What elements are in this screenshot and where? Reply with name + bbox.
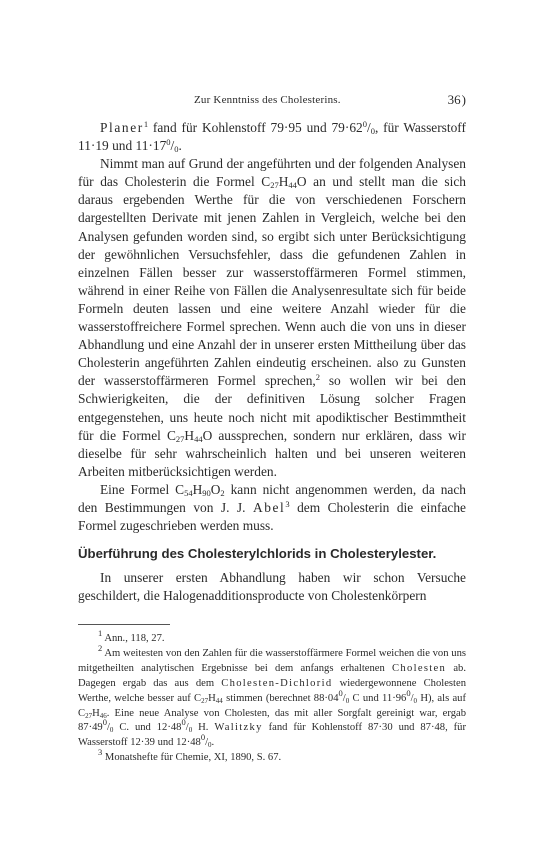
text-run: C. und 12·48 bbox=[113, 722, 182, 734]
text-run: . bbox=[211, 737, 215, 749]
percent-sub: 0 bbox=[370, 126, 375, 136]
percent-sup: 0 bbox=[406, 687, 411, 698]
text-run: Am weitesten von den Zahlen für die wasserstoffärmere Formel weichen die von uns mitgetheilten analytischen Ergebnisse bei dem anfangs erhaltenen bbox=[78, 647, 466, 674]
subscript: 44 bbox=[215, 696, 223, 705]
text-run: O an und stellt man die sich daraus ergebenden Werthe für die von verschiedenen Forschern dargestellten Derivate mit jenen Zahlen in Vergleich, welche bei den Analysen gefunden worden sind, so ergibt sich unter Berücksichtigung der gewöhnlichen Versuchsfehler, dass die gefundenen Zahlen in einzelnen Fällen besser zur wasserstoffärmeren Formel stimmen, während in einer Reihe von Fällen die Analysenresultate sich für beide Formeln deuten lassen und eine weitere Anzahl wieder für die wasserstoffreichere Formel sprechen. Wenn auch die von uns in dieser Abhandlung und eine Anzahl der in unserer ersten Mittheilung über das Cholesterin angeführten Zahlen eindeutig erscheinen. also zu Gunsten der wasserstoffärmeren Formel sprechen, bbox=[78, 174, 466, 389]
subscript: 54 bbox=[184, 487, 193, 498]
spaced-term: Cholesten bbox=[392, 662, 447, 674]
footnote-1 bbox=[78, 628, 466, 647]
text-run: ab. Dagegen ergab das aus dem bbox=[78, 662, 466, 689]
text-run: / bbox=[342, 692, 346, 704]
text-run: H bbox=[184, 427, 195, 443]
text-run: H bbox=[92, 707, 100, 719]
footnote-mark: 3 bbox=[98, 747, 103, 758]
spaced-term: Walitzky bbox=[214, 722, 263, 734]
percent-sub: 0 bbox=[188, 726, 193, 735]
percent-sup: 0 bbox=[166, 137, 171, 148]
running-title: Zur Kenntniss des Cholesterins. bbox=[194, 94, 341, 106]
percent-sup: 0 bbox=[200, 732, 206, 743]
footnote-divider bbox=[78, 624, 170, 625]
text-run: Eine Formel C bbox=[100, 481, 185, 497]
text-run: . Eine neue Analyse von Cholesten, das mit aller Sorgfalt gereinigt war, ergab 87·49 bbox=[78, 707, 466, 734]
section-heading: Überführung des Cholesterylchlorids in Cholesterylester. bbox=[78, 546, 437, 562]
footnote-ref: 2 bbox=[315, 372, 321, 383]
author-name: Planer bbox=[100, 120, 144, 135]
text-run: O aussprechen, sondern nur erklären, dass wir dieselbe für sehr wahrscheinlich halten und bei unseren weiteren Arbeiten mitberücksichtigen werden. bbox=[78, 427, 466, 479]
paragraph-planer bbox=[78, 119, 466, 155]
running-header bbox=[78, 92, 466, 110]
text-run: Ann., 118, 27. bbox=[102, 633, 165, 644]
text-run: C und 11·96 bbox=[349, 692, 407, 704]
text-run: / bbox=[205, 737, 209, 749]
footnote-2 bbox=[78, 642, 466, 751]
text-run: H bbox=[192, 481, 203, 497]
text-run: fand für Kohlenstoff 79·95 und 79·62 bbox=[148, 120, 363, 135]
subscript: 46 bbox=[99, 711, 107, 720]
footnote-ref: 1 bbox=[143, 119, 149, 129]
percent-sup: 0 bbox=[181, 717, 186, 728]
text-run: / bbox=[170, 138, 175, 154]
text-run: stimmen (berechnet 88·04 bbox=[222, 692, 339, 704]
subscript: 44 bbox=[194, 433, 203, 444]
text-run: H bbox=[208, 692, 216, 704]
paragraph-abhandlung: In unserer ersten Abhandlung haben wir schon Versuche geschildert, die Halogenadditionsproducte von Cholestenkörpern bbox=[78, 570, 466, 604]
subscript: 27 bbox=[270, 180, 279, 191]
paragraph-abel bbox=[78, 481, 466, 535]
text-run: / bbox=[106, 722, 110, 734]
footnote-3 bbox=[78, 747, 466, 766]
percent-sub: 0 bbox=[109, 726, 114, 735]
main-text bbox=[78, 119, 466, 605]
paragraph-formula bbox=[78, 155, 466, 481]
text-run: so wollen wir bei den Schwierigkeiten, die der definitiven Lösung solcher Fragen entgegenstehen, uns heute noch nicht mit apodiktischer Bestimmtheit für die Formel C bbox=[78, 373, 466, 443]
text-run: . bbox=[178, 138, 182, 154]
text-run: H), als auf C bbox=[78, 692, 466, 719]
author-name: Abel bbox=[252, 499, 286, 515]
percent-sub: 0 bbox=[413, 696, 418, 705]
text-run: Monatshefte für Chemie, XI, 1890, S. 67. bbox=[102, 752, 282, 764]
footnote-mark: 2 bbox=[98, 642, 103, 653]
percent-sup: 0 bbox=[338, 687, 343, 698]
spaced-term: Cholesten-Dichlorid bbox=[221, 677, 333, 689]
text-run: O bbox=[210, 481, 221, 497]
page-number: 36 ) bbox=[447, 92, 466, 107]
footnotes bbox=[78, 628, 466, 766]
percent-sub: 0 bbox=[208, 741, 212, 750]
percent-sub: 0 bbox=[174, 144, 179, 155]
text-run: , für Wasserstoff 11·19 und 11·17 bbox=[78, 120, 466, 154]
subscript: 27 bbox=[201, 696, 209, 705]
text-run: Nimmt man auf Grund der angeführten und der folgenden Analysen für das Cholesterin die Formel C bbox=[78, 156, 466, 190]
subscript: 27 bbox=[175, 433, 185, 444]
subscript: 44 bbox=[288, 180, 297, 191]
text-run: / bbox=[185, 722, 189, 734]
text-run: dem Cholesterin die einfache Formel zugeschrieben werden muss. bbox=[78, 499, 466, 534]
text-run: / bbox=[366, 120, 371, 135]
footnote-ref: 3 bbox=[285, 498, 290, 509]
subscript: 90 bbox=[202, 487, 211, 498]
subscript: 27 bbox=[85, 711, 93, 720]
footnote-mark: 1 bbox=[98, 628, 103, 638]
text-run: H bbox=[278, 174, 289, 190]
text-run: wiedergewonnene Cholesten Werthe, welche besser auf C bbox=[78, 677, 466, 704]
text-run: / bbox=[410, 692, 414, 704]
percent-sup: 0 bbox=[102, 717, 107, 728]
subscript: 2 bbox=[220, 487, 225, 498]
percent-sup: 0 bbox=[362, 119, 367, 129]
text-run: kann nicht angenommen werden, da nach den Bestimmungen von J. J. bbox=[78, 481, 466, 515]
text-run: fand für Kohlenstoff 87·30 und 87·48, für Wasserstoff 12·39 und 12·48 bbox=[78, 722, 466, 749]
percent-sub: 0 bbox=[345, 696, 350, 705]
text-run: H. bbox=[192, 722, 215, 734]
